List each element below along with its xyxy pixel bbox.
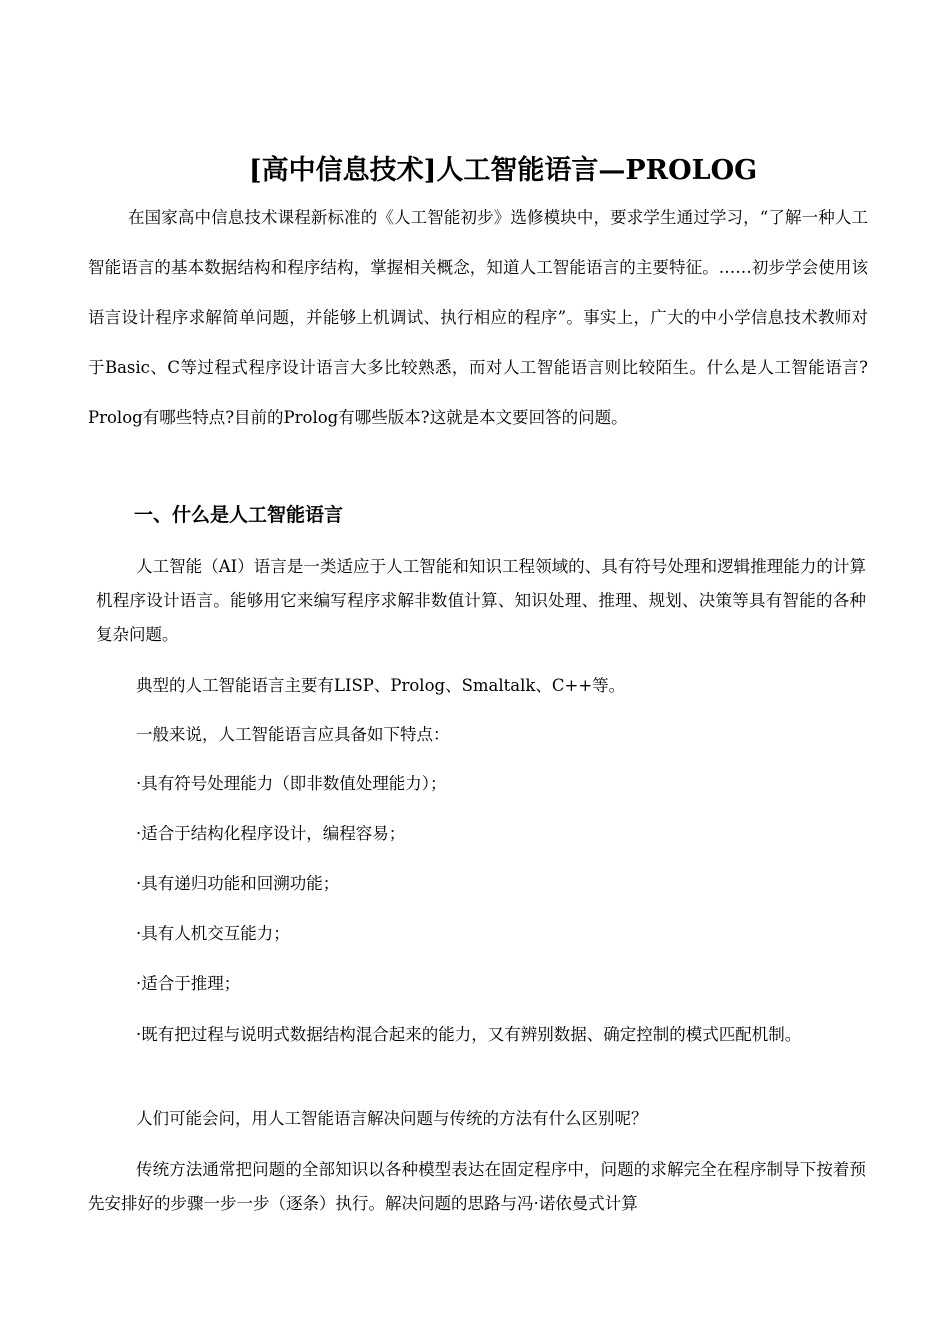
feature-item: ·具有符号处理能力（即非数值处理能力）； bbox=[136, 774, 447, 793]
question-paragraph: 人们可能会问，用人工智能语言解决问题与传统的方法有什么区别呢？ bbox=[136, 1109, 648, 1128]
feature-item: ·适合于结构化程序设计，编程容易； bbox=[136, 824, 406, 843]
typical-languages-paragraph: 典型的人工智能语言主要有LISP、Prolog、Smaltalk、C++等。 bbox=[136, 676, 626, 695]
feature-item: ·适合于推理； bbox=[136, 974, 241, 993]
feature-item-last: ·既有把过程与说明式数据结构混合起来的能力，又有辨别数据、确定控制的模式匹配机制。 bbox=[136, 1025, 802, 1044]
section-heading: 一、什么是人工智能语言 bbox=[134, 504, 344, 526]
feature-item: ·具有递归功能和回溯功能； bbox=[136, 874, 340, 893]
features-intro-paragraph: 一般来说，人工智能语言应具备如下特点： bbox=[136, 725, 450, 744]
intro-paragraph: 在国家高中信息技术课程新标准的《人工智能初步》选修模块中，要求学生通过学习，“了解一种人工智能语言的基本数据结构和程序结构，掌握相关概念，知道人工智能语言的主要特征。……初步学会使用该语言设计程序求解简单问题，并能够上机调试、执行相应的程序”。事实上，广大的中小学信息技术教师对于Basic、C等过程式程序设计语言大多比较熟悉，而对人工智能语言则比较陌生。什么是人工智能语言? Prolog有哪些特点?目前的Prolog有哪些版本?这就是本文要回答的问题。 bbox=[88, 208, 868, 427]
traditional-method-paragraph: 传统方法通常把问题的全部知识以各种模型表达在固定程序中，问题的求解完全在程序制导下按着预先安排好的步骤一步一步（逐条）执行。解决问题的思路与冯·诺依曼式计算 bbox=[88, 1160, 866, 1213]
document-title: [高中信息技术]人工智能语言—PROLOG bbox=[248, 155, 758, 187]
definition-paragraph: 人工智能（AI）语言是一类适应于人工智能和知识工程领域的、具有符号处理和逻辑推理能力的计算机程序设计语言。能够用它来编写程序求解非数值计算、知识处理、推理、规划、决策等具有智能的各种复杂问题。 bbox=[96, 557, 866, 644]
feature-item: ·具有人机交互能力； bbox=[136, 924, 290, 943]
